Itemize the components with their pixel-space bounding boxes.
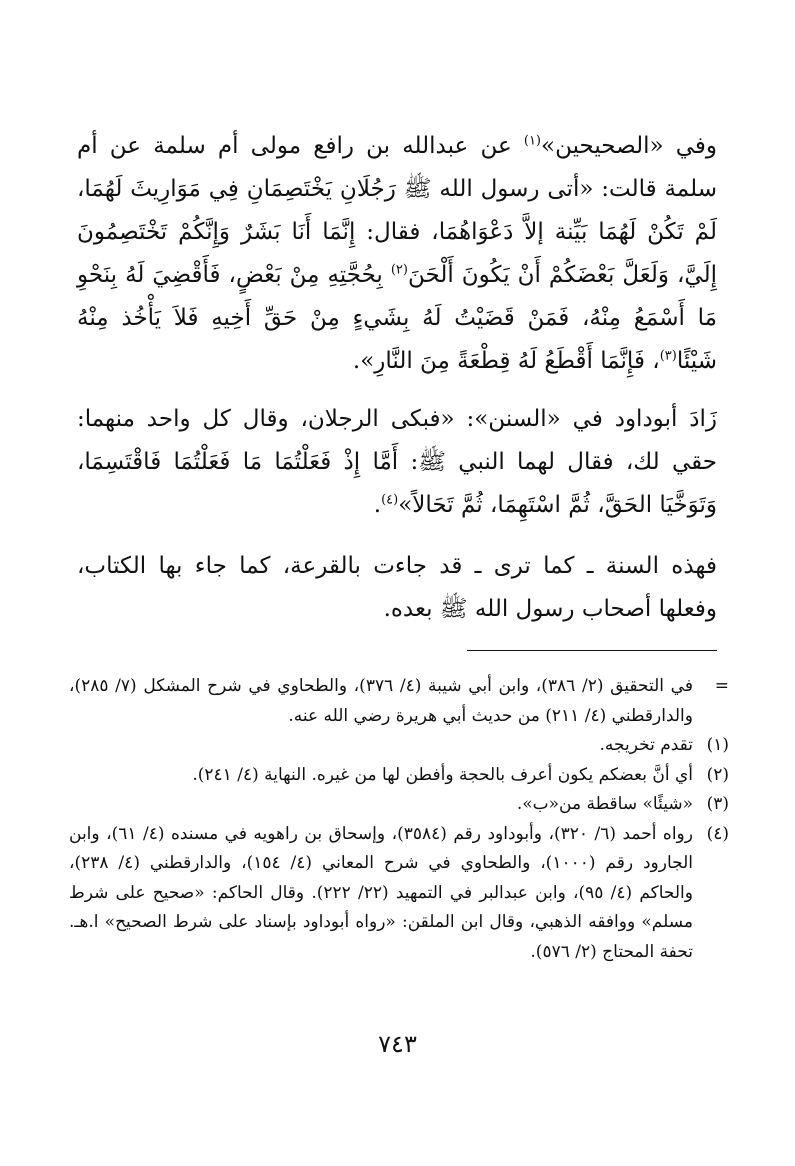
text-segment: وفي «الصحيحين»: [541, 133, 718, 159]
footnote-1: [69, 731, 729, 761]
footnote-text: رواه أحمد (٦/ ٣٢٠)، وأبوداود رقم (٣٥٨٤)، وإسحاق بن راهويه في مسنده (٤/ ٦١)، وابن الجارود رقم (١٠٠٠)، والطحاوي في شرح المعاني (٤/ ١٥٤)، والدارقطني (٤/ ٢٣٨)، والحاكم (٤/ ٩٥)، وابن عبدالبر في التمهيد (٢٢/ ٢٢٢). وقال الحاكم: «صحيح على شرط مسلم» ووافقه الذهبي، وقال ابن الملقن: «رواه أبوداود بإسناد على شرط الصحيح» ا.هـ. تحفة المحتاج (٢/ ٥٧٦).: [69, 823, 693, 962]
paragraph-conclusion-text: فهذه السنة ـ كما ترى ـ قد جاءت بالقرعة، كما جاء بها الكتاب، وفعلها أصحاب رسول الله ﷺ بعده.: [77, 553, 717, 622]
footnote-continued: [69, 672, 729, 731]
footnote-ref-1[interactable]: (١): [523, 133, 541, 149]
paragraph-hadith-text: [77, 125, 717, 383]
footnote-marker: =: [714, 676, 729, 696]
footnote-text: أي أنَّ بعضكم يكون أعرف بالحجة وأفطن لها من غيره. النهاية (٤/ ٢٤١).: [192, 764, 693, 785]
text-segment: ، فَإِنَّمَا أَقْطَعُ لَهُ قِطْعَةً مِنَ النَّارِ».: [352, 348, 660, 374]
footnote-marker: (١): [706, 735, 729, 755]
footnote-text: تقدم تخريجه.: [599, 735, 693, 755]
footnote-text: في التحقيق (٢/ ٣٨٦)، وابن أبي شيبة (٤/ ٣٧٦)، والطحاوي في شرح المشكل (٧/ ٢٨٥)، والدارقطني (٤/ ٢١١) من حديث أبي هريرة رضي الله عنه.: [69, 676, 693, 726]
footnote-3: [69, 790, 729, 820]
footnotes: [69, 672, 729, 967]
footnote-ref-3[interactable]: (٣): [659, 348, 677, 364]
footnote-text: «شيئًا» ساقطة من«ب».: [516, 794, 693, 814]
paragraph-abu-dawud-text: [77, 398, 717, 527]
footnote-marker: (٤): [706, 823, 729, 844]
footnote-separator: [467, 650, 717, 651]
footnote-marker: (٣): [706, 794, 729, 814]
footnote-ref-4[interactable]: (٤): [381, 492, 399, 508]
paragraph-hadith: [77, 125, 717, 383]
paragraph-abu-dawud: [77, 398, 717, 527]
text-segment: بِحُجَّتِهِ مِنْ بَعْضٍ، فَأَقْضِيَ لَهُ بِنَحْوِ مَا أَسْمَعُ مِنْهُ، فَمَنْ قَضَيْتُ لَهُ بِشَيءٍ مِنْ حَقِّ أَخِيهِ فَلاَ يَأْخُذ مِنْهُ شَيْئًا: [77, 262, 717, 374]
footnote-4: [69, 820, 729, 968]
text-segment: .: [373, 492, 382, 518]
footnote-marker: (٢): [706, 764, 729, 785]
footnote-2: [69, 761, 729, 791]
text-segment: زَادَ أبوداود في «السنن»: «فبكى الرجلان، وقال كل واحد منهما: حقي لك، فقال لهما النبي ﷺ: أَمَّا إِذْ فَعَلْتُمَا مَا فَعَلْتُمَا فَاقْتَسِمَا، وَتَوَخَّيَا الحَقَّ، ثُمَّ اسْتَهِمَا، ثُمَّ تَحَالاً»: [77, 406, 717, 518]
footnote-ref-2[interactable]: (٢): [390, 262, 408, 278]
page-number: ٧٤٣: [378, 1030, 417, 1058]
paragraph-conclusion: [77, 545, 717, 631]
text-segment: عن عبدالله بن رافع مولى أم سلمة عن أم سلمة قالت: «أتى رسول الله ﷺ رَجُلَانِ يَخْتَصِمَانِ فِي مَوَارِيثَ لَهُمَا، لَمْ تَكُنْ لَهُمَا بَيِّنة إلاَّ دَعْوَاهُمَا، فقال: إِنَّمَا أَنَا بَشَرٌ وَإِنَّكُمْ تَخْتَصِمُونَ إِلَيَّ، وَلَعَلَّ بَعْضَكُمْ أَنْ يَكُونَ أَلْحَنَ: [77, 133, 717, 288]
